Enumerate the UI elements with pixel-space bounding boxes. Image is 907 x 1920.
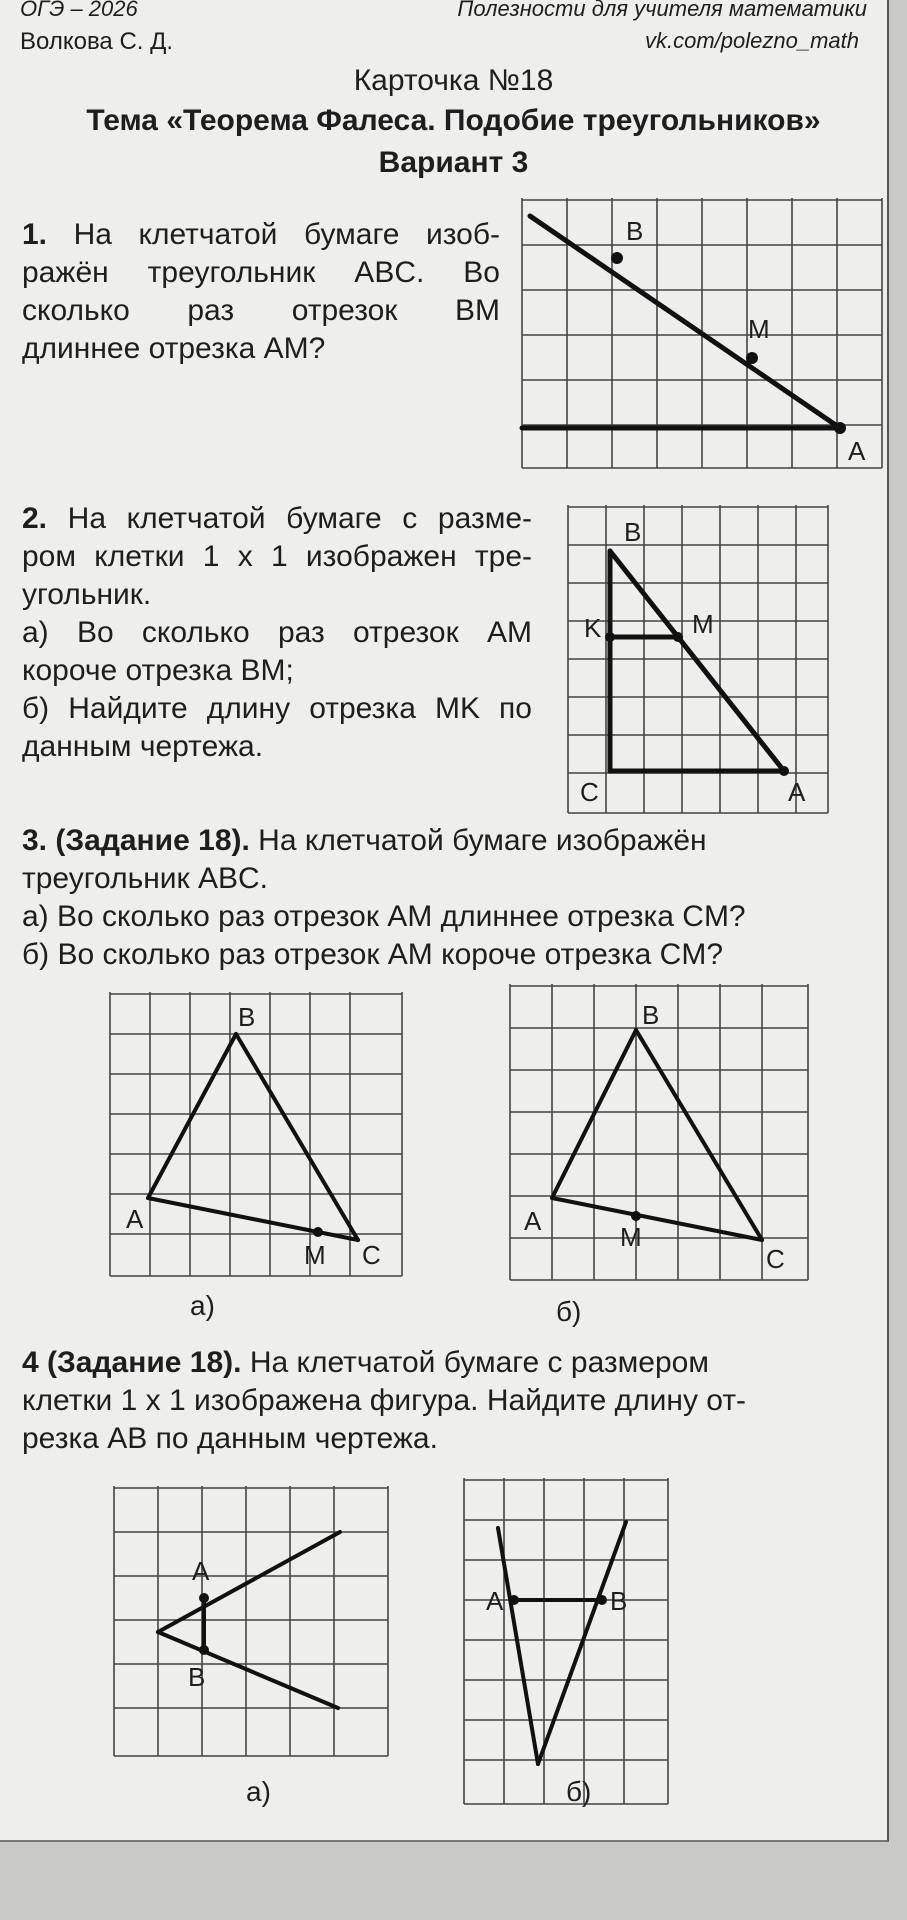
task4a-lower-ray: [158, 1632, 338, 1708]
task3a-label-a: A: [126, 1204, 144, 1234]
task3-figure-a: [108, 992, 404, 1278]
header-source: Полезности для учителя математики: [457, 0, 867, 21]
task4-line: На клетчатой бумаге с размером: [249, 1346, 709, 1379]
task4a-point-b: [199, 1645, 209, 1655]
task2-point-a: [779, 766, 789, 776]
task3b-caption: б): [556, 1296, 582, 1327]
header-author: Волкова С. Д.: [20, 28, 174, 55]
task4-figure-b: [462, 1478, 670, 1806]
task3b-label-m: M: [620, 1222, 642, 1252]
task4b-caption: б): [566, 1776, 592, 1807]
task2-line: данным чертежа.: [22, 730, 264, 763]
task1-number: 1.: [22, 218, 48, 251]
task3-line: треугольник ABC.: [22, 862, 269, 895]
task3b-side-ac: [552, 1198, 762, 1240]
task1-label-a: A: [848, 436, 866, 466]
task3a-side-ab: [148, 1034, 236, 1198]
task4-line: резка AB по данным чертежа.: [22, 1422, 438, 1455]
task3a-point-m: [313, 1227, 323, 1237]
task4b-label-a: A: [486, 1586, 504, 1616]
task2-line: короче отрезка BM;: [22, 654, 294, 687]
task3a-side-bc: [236, 1034, 358, 1240]
task3a-label-m: M: [304, 1240, 326, 1270]
task2-line: угольник.: [22, 578, 152, 611]
task2-label-k: K: [584, 613, 602, 643]
task2-point-k: [605, 632, 615, 642]
card-number: Карточка №18: [353, 64, 554, 97]
task1-label-b: B: [626, 216, 644, 246]
task1-line: сколько раз отрезок BM: [22, 294, 500, 327]
task2-line: б) Найдите длину отрезка MK по: [22, 692, 532, 725]
task4-number: 4 (Задание 18).: [22, 1346, 242, 1379]
task1-line: На клетчатой бумаге изоб-: [73, 218, 500, 251]
task2-line: а) Во сколько раз отрезок AM: [22, 616, 532, 649]
task3a-caption: а): [190, 1290, 215, 1321]
task4a-point-a: [199, 1593, 209, 1603]
task3b-label-c: C: [766, 1244, 785, 1274]
task3b-point-m: [631, 1211, 641, 1221]
task4a-upper-ray: [158, 1532, 340, 1632]
task4a-label-b: B: [188, 1662, 206, 1692]
task1-label-m: M: [748, 314, 770, 344]
task4-text: [22, 1344, 882, 1458]
card-variant: Вариант 3: [378, 146, 529, 179]
task2-label-b: B: [624, 517, 642, 547]
header-link: vk.com/polezno_math: [645, 28, 859, 53]
task4b-point-a: [509, 1595, 519, 1605]
task2-line: На клетчатой бумаге с разме-: [67, 502, 532, 535]
task4-figure-a: [112, 1486, 390, 1758]
task4a-caption: а): [246, 1776, 271, 1807]
task2-line: ром клетки 1 х 1 изображен тре-: [22, 540, 532, 573]
task2-number: 2.: [22, 502, 48, 535]
task3-number: 3. (Задание 18).: [22, 824, 250, 857]
task3a-label-b: B: [238, 1002, 256, 1032]
task2-figure: [566, 505, 830, 815]
task4b-label-b: B: [610, 1586, 628, 1616]
task3-text: [22, 822, 882, 974]
task2-point-m: [673, 632, 683, 642]
task3-figure-b: [508, 984, 810, 1282]
task1-line: длиннее отрезка AM?: [22, 332, 326, 365]
task3b-side-bc: [636, 1030, 762, 1240]
task3b-label-a: A: [524, 1206, 542, 1236]
header-exam: ОГЭ – 2026: [20, 0, 138, 21]
task1-figure: [520, 198, 890, 470]
task2-text: [22, 500, 532, 766]
task3-line: б) Во сколько раз отрезок AM короче отрезка CM?: [22, 938, 724, 971]
task1-point-b: [611, 252, 623, 264]
task2-label-a: A: [788, 777, 806, 807]
task3a-label-c: C: [362, 1240, 381, 1270]
task4-line: клетки 1 х 1 изображена фигура. Найдите длину от-: [22, 1384, 747, 1417]
task2-label-m: M: [692, 609, 714, 639]
task4b-point-b: [597, 1595, 607, 1605]
task2-label-c: C: [580, 777, 599, 807]
task3-line: а) Во сколько раз отрезок AM длиннее отрезка CM?: [22, 900, 746, 933]
card-topic: Тема «Теорема Фалеса. Подобие треугольников»: [86, 104, 821, 137]
task3b-label-b: B: [642, 1000, 660, 1030]
task1-line: ражён треугольник ABC. Во: [22, 256, 500, 289]
task1-point-m: [746, 352, 758, 364]
task1-side-ba: [530, 216, 840, 428]
task1-point-a: [834, 422, 846, 434]
task4a-label-a: A: [192, 1556, 210, 1586]
task3-line: На клетчатой бумаге изображён: [258, 824, 707, 857]
task1-text: [22, 216, 500, 368]
task4b-right-side: [538, 1522, 626, 1764]
